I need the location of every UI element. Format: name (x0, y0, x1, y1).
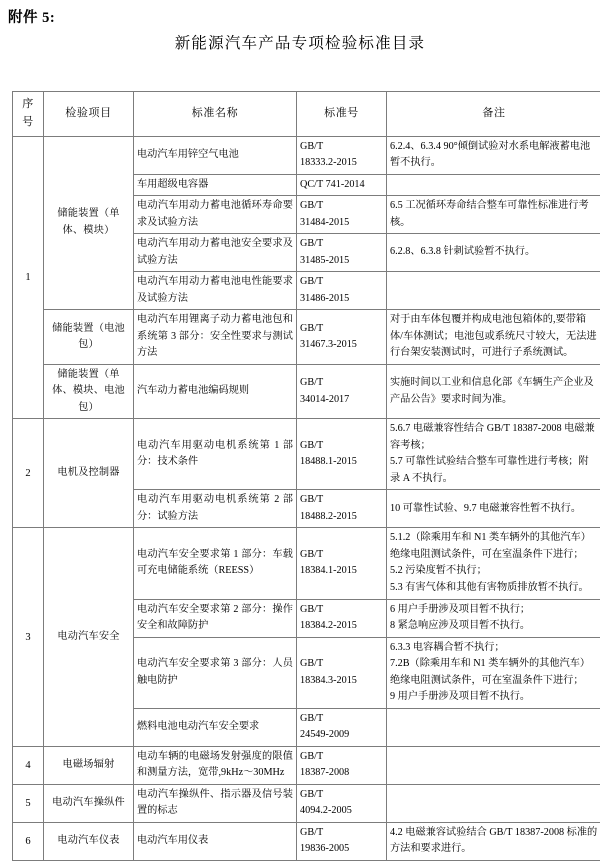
column-header-no-line1: 序 (15, 96, 41, 114)
cell-remark (387, 419, 600, 490)
cell-sequence-number: 1 (13, 136, 44, 419)
cell-standard-code (297, 136, 387, 174)
table-row (13, 419, 600, 490)
cell-standard-name: 汽车动力蓄电池编码规则 (134, 364, 297, 419)
cell-standard-code (297, 364, 387, 419)
cell-remark (387, 637, 600, 708)
cell-standard-name: 电动汽车用锌空气电池 (134, 136, 297, 174)
cell-standard-name: 电动汽车用驱动电机系统第 1 部分：技术条件 (134, 419, 297, 490)
standard-code-line: GB/T (300, 825, 383, 842)
cell-inspection-item: 储能装置（电池包） (44, 310, 134, 365)
cell-remark (387, 599, 600, 637)
cell-standard-name: 电动汽车安全要求第 1 部分：车载可充电储能系统（REESS） (134, 528, 297, 599)
remark-line: 6 用户手册涉及项目暂不执行； (390, 602, 598, 619)
standard-code-line: 18384.3-2015 (300, 673, 383, 690)
cell-sequence-number: 6 (13, 822, 44, 860)
cell-remark: 实施时间以工业和信息化部《车辆生产企业及产品公告》要求时间为准。 (387, 364, 600, 419)
cell-standard-name: 电动汽车用仪表 (134, 822, 297, 860)
remark-line: 9 用户手册涉及项目暂不执行。 (390, 689, 598, 706)
remark-line: 7.2B（除乘用车和 N1 类车辆外的其他汽车）绝缘电阻测试条件，可在室温条件下进行； (390, 656, 598, 689)
standard-code-line: GB/T (300, 438, 383, 455)
standard-code-line: GB/T (300, 787, 383, 804)
cell-remark: 6.5 工况循环寿命结合整车可靠性标准进行考核。 (387, 196, 600, 234)
cell-remark: 4.2 电磁兼容试验结合 GB/T 18387-2008 标准的方法和要求进行。 (387, 822, 600, 860)
remark-line: 5.3 有害气体和其他有害物质排放暂不执行。 (390, 580, 598, 597)
cell-inspection-item: 储能装置（单体、模块、电池包） (44, 364, 134, 419)
cell-standard-name: 电动汽车安全要求第 2 部分：操作安全和故障防护 (134, 599, 297, 637)
standard-code-line: 18387-2008 (300, 765, 383, 782)
remark-line: 5.7 可靠性试验结合整车可靠性进行考核；附录 A 不执行。 (390, 454, 598, 487)
standard-code-line: 31485-2015 (300, 253, 383, 270)
cell-remark (387, 784, 600, 822)
column-header-no (13, 92, 44, 137)
column-header-standard-name: 标准名称 (134, 92, 297, 137)
standard-code-line: 18333.2-2015 (300, 155, 383, 172)
cell-standard-name: 电动汽车用动力蓄电池安全要求及试验方法 (134, 234, 297, 272)
remark-line: 5.6.7 电磁兼容性结合 GB/T 18387-2008 电磁兼容考核； (390, 421, 598, 454)
standard-code-line: 18488.1-2015 (300, 454, 383, 471)
cell-standard-name: 电动汽车用锂离子动力蓄电池包和系统第 3 部分：安全性要求与测试方法 (134, 310, 297, 365)
column-header-item: 检验项目 (44, 92, 134, 137)
cell-standard-code (297, 746, 387, 784)
standard-code-line: 4094.2-2005 (300, 803, 383, 820)
standard-code-line: GB/T (300, 749, 383, 766)
cell-remark (387, 708, 600, 746)
standard-code-line: 18488.2-2015 (300, 509, 383, 526)
page-title: 新能源汽车产品专项检验标准目录 (0, 31, 600, 53)
cell-standard-name: 电动汽车用动力蓄电池循环寿命要求及试验方法 (134, 196, 297, 234)
cell-remark (387, 174, 600, 196)
cell-inspection-item: 电动汽车操纵件 (44, 784, 134, 822)
standard-code-line: 18384.1-2015 (300, 563, 383, 580)
standards-table (12, 91, 600, 861)
cell-remark: 10 可靠性试验、9.7 电磁兼容性暂不执行。 (387, 490, 600, 528)
table-row (13, 136, 600, 174)
standard-code-line: GB/T (300, 656, 383, 673)
remark-line: 8 紧急响应涉及项目暂不执行。 (390, 618, 598, 635)
cell-standard-name: 电动汽车用动力蓄电池电性能要求及试验方法 (134, 272, 297, 310)
cell-inspection-item: 电动汽车仪表 (44, 822, 134, 860)
table-row (13, 528, 600, 599)
cell-sequence-number: 2 (13, 419, 44, 528)
standard-code-line: GB/T (300, 547, 383, 564)
cell-standard-code (297, 708, 387, 746)
standard-code-line: GB/T (300, 274, 383, 291)
table-body (13, 136, 600, 860)
standard-code-line: GB/T (300, 602, 383, 619)
standard-code-line: QC/T 741-2014 (300, 177, 383, 194)
cell-remark (387, 272, 600, 310)
cell-remark (387, 528, 600, 599)
cell-sequence-number: 5 (13, 784, 44, 822)
cell-standard-code (297, 310, 387, 365)
cell-standard-name: 电动汽车安全要求第 3 部分：人员触电防护 (134, 637, 297, 708)
standard-code-line: 19836-2005 (300, 841, 383, 858)
standard-code-line: 18384.2-2015 (300, 618, 383, 635)
column-header-remark: 备注 (387, 92, 600, 137)
standard-code-line: GB/T (300, 139, 383, 156)
cell-standard-code (297, 528, 387, 599)
cell-inspection-item: 储能装置（单体、模块） (44, 136, 134, 310)
table-row (13, 746, 600, 784)
cell-remark (387, 746, 600, 784)
standard-code-line: GB/T (300, 321, 383, 338)
cell-standard-code (297, 490, 387, 528)
cell-standard-code (297, 234, 387, 272)
cell-standard-code (297, 822, 387, 860)
cell-standard-name: 燃料电池电动汽车安全要求 (134, 708, 297, 746)
standard-code-line: 24549-2009 (300, 727, 383, 744)
cell-standard-name: 电动汽车用驱动电机系统第 2 部分：试验方法 (134, 490, 297, 528)
standard-code-line: 31484-2015 (300, 215, 383, 232)
cell-standard-name: 车用超级电容器 (134, 174, 297, 196)
cell-inspection-item: 电动汽车安全 (44, 528, 134, 746)
table-row (13, 364, 600, 419)
cell-sequence-number: 3 (13, 528, 44, 746)
table-row (13, 784, 600, 822)
table-header-row (13, 92, 600, 137)
standard-code-line: 31467.3-2015 (300, 337, 383, 354)
standard-code-line: GB/T (300, 198, 383, 215)
standard-code-line: GB/T (300, 236, 383, 253)
cell-standard-name: 电动车辆的电磁场发射强度的限值和测量方法，宽带,9kHz～30MHz (134, 746, 297, 784)
remark-line: 6.3.3 电容耦合暂不执行； (390, 640, 598, 657)
standard-code-line: GB/T (300, 375, 383, 392)
cell-standard-code (297, 599, 387, 637)
remark-line: 5.1.2（除乘用车和 N1 类车辆外的其他汽车）绝缘电阻测试条件，可在室温条件下进行； (390, 530, 598, 563)
cell-remark: 对于由车体包覆并构成电池包箱体的,要带箱体/车体测试；电池包或系统尺寸较大，无法进行台架安装测试时，可进行子系统测试。 (387, 310, 600, 365)
standard-code-line: 31486-2015 (300, 291, 383, 308)
cell-inspection-item: 电机及控制器 (44, 419, 134, 528)
cell-inspection-item: 电磁场辐射 (44, 746, 134, 784)
cell-standard-code (297, 419, 387, 490)
standard-code-line: 34014-2017 (300, 392, 383, 409)
cell-standard-code (297, 637, 387, 708)
attachment-label: 附件 5: (8, 6, 55, 27)
standard-code-line: GB/T (300, 711, 383, 728)
table-header (13, 92, 600, 137)
cell-remark: 6.2.4、6.3.4 90°倾倒试验对水系电解液蓄电池暂不执行。 (387, 136, 600, 174)
cell-standard-name: 电动汽车操纵件、指示器及信号装置的标志 (134, 784, 297, 822)
cell-sequence-number: 4 (13, 746, 44, 784)
cell-standard-code (297, 272, 387, 310)
cell-standard-code (297, 174, 387, 196)
table-row (13, 310, 600, 365)
column-header-no-line2: 号 (15, 114, 41, 132)
standard-code-line: GB/T (300, 492, 383, 509)
cell-standard-code (297, 196, 387, 234)
cell-standard-code (297, 784, 387, 822)
column-header-standard-code: 标准号 (297, 92, 387, 137)
standards-table-wrapper (12, 91, 578, 861)
remark-line: 5.2 污染度暂不执行； (390, 563, 598, 580)
cell-remark: 6.2.8、6.3.8 针刺试验暂不执行。 (387, 234, 600, 272)
table-row (13, 822, 600, 860)
